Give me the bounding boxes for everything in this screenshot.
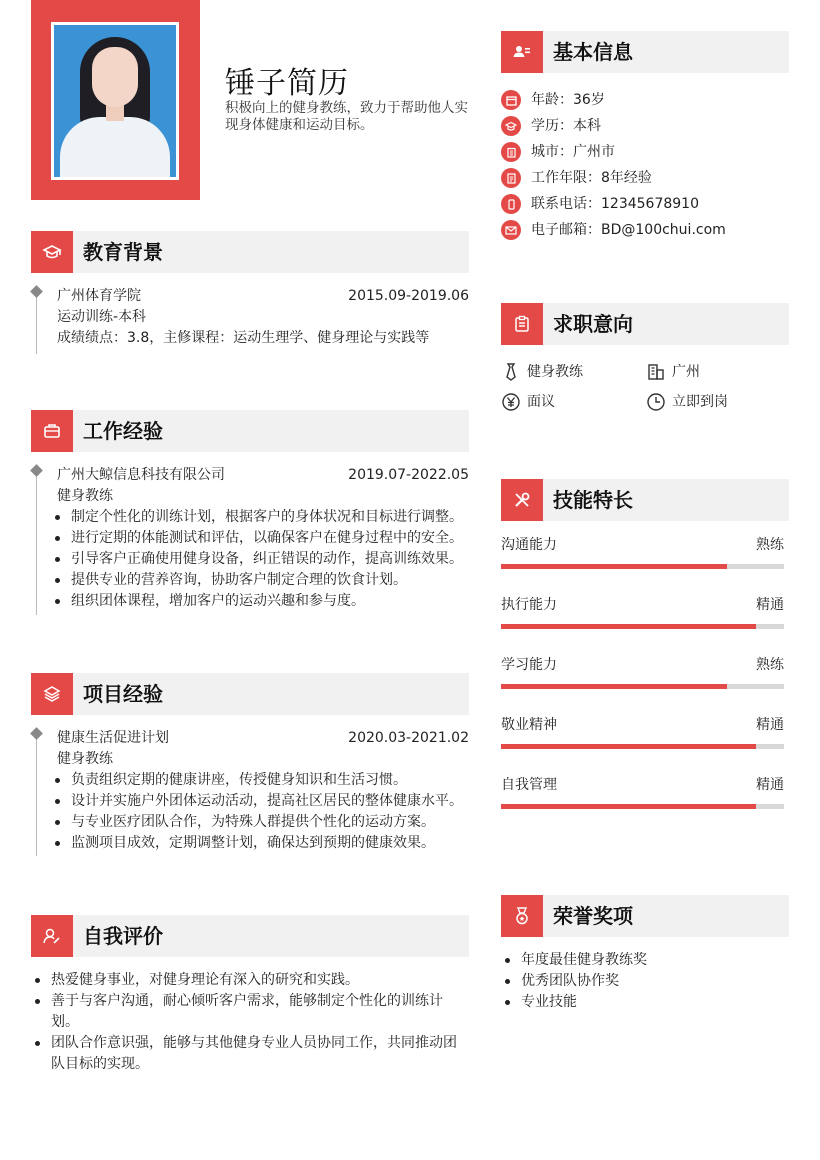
education-school: 广州体育学院 — [57, 288, 141, 304]
mail-icon — [501, 220, 521, 240]
skill-progress-bar — [501, 744, 784, 749]
work-title: 工作经验 — [83, 419, 163, 443]
layers-icon — [31, 673, 73, 715]
list-item: 专业技能 — [501, 992, 789, 1013]
skill-progress-bar — [501, 804, 784, 809]
project-header — [31, 673, 469, 715]
timeline-marker — [30, 464, 43, 477]
skill-progress-bar — [501, 684, 784, 689]
skill-progress-bar — [501, 564, 784, 569]
project-bullets — [51, 770, 469, 854]
timeline-marker — [30, 727, 43, 740]
skill-name: 敬业精神 — [501, 717, 557, 733]
work-company: 广州大鲸信息科技有限公司 — [57, 467, 225, 483]
skill-progress-fill — [501, 744, 756, 749]
list-item: 监测项目成效，定期调整计划，确保达到预期的健康效果。 — [51, 833, 469, 854]
education-period: 2015.09-2019.06 — [348, 288, 469, 304]
skill-progress-fill — [501, 684, 727, 689]
skill-level: 精通 — [756, 777, 784, 793]
list-item: 引导客户正确使用健身设备，纠正错误的动作，提高训练效果。 — [51, 549, 469, 570]
calendar-icon — [501, 90, 521, 110]
honors-title: 荣誉奖项 — [553, 904, 633, 928]
avatar-photo — [54, 25, 176, 177]
list-item: 善于与客户沟通，耐心倾听客户需求，能够制定个性化的训练计划。 — [31, 991, 461, 1033]
list-item: 进行定期的体能测试和评估，以确保客户在健身过程中的安全。 — [51, 528, 469, 549]
skill-level: 精通 — [756, 717, 784, 733]
work-bullets — [51, 507, 469, 612]
photo-frame — [51, 22, 179, 180]
list-item: 团队合作意识强，能够与其他健身专业人员协同工作，共同推动团队目标的实现。 — [31, 1033, 461, 1075]
list-item: 与专业医疗团队合作，为特殊人群提供个性化的运动方案。 — [51, 812, 469, 833]
honors-header — [501, 895, 789, 937]
skill-level: 熟练 — [756, 537, 784, 553]
education-major: 运动训练-本科 — [57, 309, 147, 325]
skill-progress-fill — [501, 804, 756, 809]
honors-list — [501, 950, 789, 1013]
list-item: 年度最佳健身教练奖 — [501, 950, 789, 971]
skill-progress-bar — [501, 624, 784, 629]
skill-name: 自我管理 — [501, 777, 557, 793]
graduation-cap-icon — [501, 116, 521, 136]
yen-icon — [501, 392, 521, 412]
user-edit-icon — [31, 915, 73, 957]
work-row — [57, 465, 469, 486]
tie-icon — [501, 362, 521, 382]
clock-icon — [646, 392, 666, 412]
list-item: 热爱健身事业，对健身理论有深入的研究和实践。 — [31, 970, 461, 991]
self-eval-title: 自我评价 — [83, 924, 163, 948]
skill-name: 执行能力 — [501, 597, 557, 613]
list-item: 提供专业的营养咨询，协助客户制定合理的饮食计划。 — [51, 570, 469, 591]
skill-level: 精通 — [756, 597, 784, 613]
intent-header — [501, 303, 789, 345]
briefcase-icon — [31, 410, 73, 452]
graduation-cap-icon — [31, 231, 73, 273]
skill-row — [501, 536, 784, 570]
clipboard-icon — [501, 303, 543, 345]
skill-progress-fill — [501, 624, 756, 629]
project-entry — [31, 728, 469, 858]
intent-title: 求职意向 — [553, 312, 633, 336]
project-role: 健身教练 — [57, 751, 113, 767]
education-detail: 成绩绩点：3.8，主修课程：运动生理学、健身理论与实践等 — [57, 330, 430, 346]
work-period: 2019.07-2022.05 — [348, 467, 469, 483]
timeline-marker — [30, 285, 43, 298]
building-icon — [646, 362, 666, 382]
document-icon — [501, 168, 521, 188]
skill-name: 学习能力 — [501, 657, 557, 673]
phone-icon — [501, 194, 521, 214]
resume-motto: 积极向上的健身教练，致力于帮助他人实现身体健康和运动目标。 — [225, 100, 468, 133]
education-entry — [31, 286, 469, 356]
building-icon — [501, 142, 521, 162]
skill-progress-fill — [501, 564, 727, 569]
basic-info-title: 基本信息 — [553, 40, 633, 64]
self-eval-header — [31, 915, 469, 957]
photo-block — [31, 0, 200, 200]
education-title: 教育背景 — [83, 240, 163, 264]
list-item: 负责组织定期的健康讲座，传授健身知识和生活习惯。 — [51, 770, 469, 791]
project-period: 2020.03-2021.02 — [348, 730, 469, 746]
tools-icon — [501, 479, 543, 521]
project-title: 项目经验 — [83, 682, 163, 706]
project-row — [57, 728, 469, 749]
education-row — [57, 286, 469, 307]
work-role: 健身教练 — [57, 488, 113, 504]
skills-title: 技能特长 — [553, 488, 633, 512]
medal-icon — [501, 895, 543, 937]
skill-name: 沟通能力 — [501, 537, 557, 553]
skill-row — [501, 776, 784, 810]
user-card-icon — [501, 31, 543, 73]
list-item: 制定个性化的训练计划，根据客户的身体状况和目标进行调整。 — [51, 507, 469, 528]
resume-name: 锤子简历 — [225, 66, 349, 101]
skill-row — [501, 716, 784, 750]
basic-info-header — [501, 31, 789, 73]
skill-level: 熟练 — [756, 657, 784, 673]
project-name: 健康生活促进计划 — [57, 730, 169, 746]
skill-row — [501, 656, 784, 690]
list-item: 优秀团队协作奖 — [501, 971, 789, 992]
list-item: 设计并实施户外团体运动活动，提高社区居民的整体健康水平。 — [51, 791, 469, 812]
education-header — [31, 231, 469, 273]
list-item: 组织团体课程，增加客户的运动兴趣和参与度。 — [51, 591, 469, 612]
skill-row — [501, 596, 784, 630]
work-entry — [31, 465, 469, 615]
work-header — [31, 410, 469, 452]
self-eval-list — [31, 970, 461, 1075]
skills-header — [501, 479, 789, 521]
